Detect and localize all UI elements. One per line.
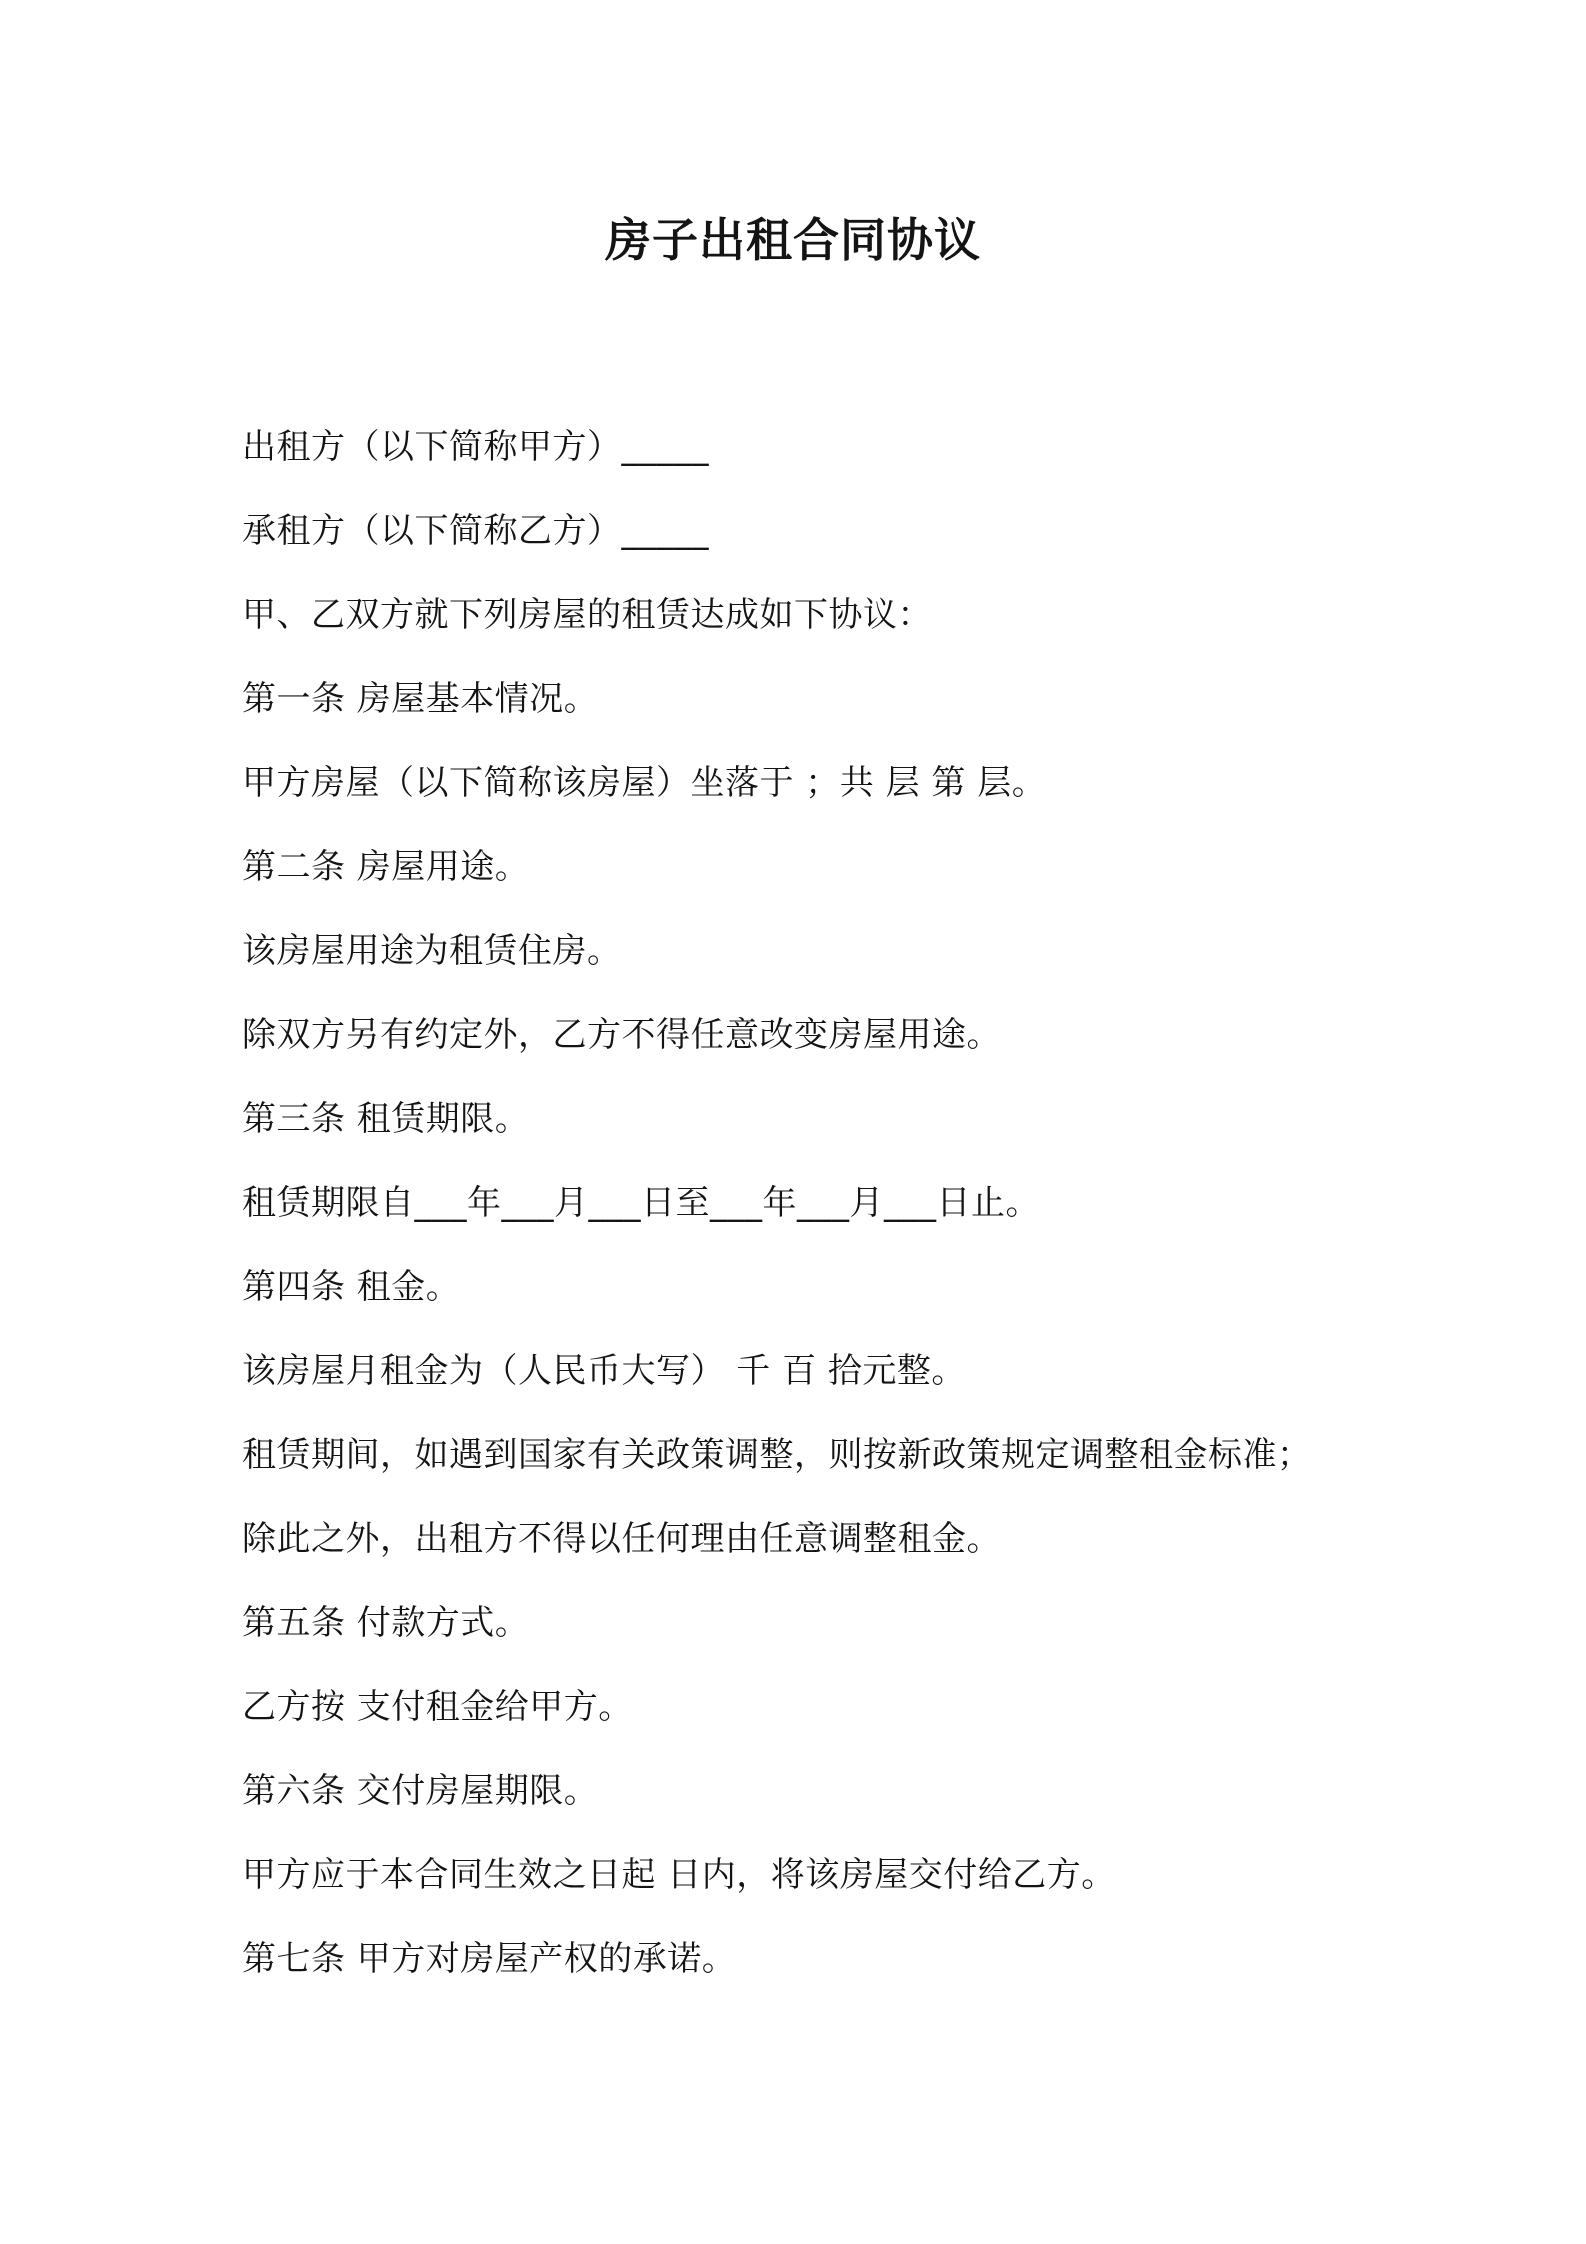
article-4-text-3: 除此之外，出租方不得以任何理由任意调整租金。 <box>242 1519 1001 1559</box>
article-6-heading: 第六条 交付房屋期限。 <box>242 1771 599 1811</box>
article-3-text: 租赁期限自___年___月___日至___年___月___日止。 <box>242 1183 1040 1223</box>
article-5-text: 乙方按 支付租金给甲方。 <box>242 1687 633 1727</box>
article-7-heading: 第七条 甲方对房屋产权的承诺。 <box>242 1939 737 1979</box>
article-4-heading: 第四条 租金。 <box>242 1267 461 1307</box>
article-5-heading: 第五条 付款方式。 <box>242 1603 530 1643</box>
article-6-text: 甲方应于本合同生效之日起 日内，将该房屋交付给乙方。 <box>242 1855 1116 1895</box>
article-3-heading: 第三条 租赁期限。 <box>242 1099 530 1139</box>
party-a-line: 出租方（以下简称甲方）_____ <box>242 427 709 467</box>
article-4-text-2: 租赁期间，如遇到国家有关政策调整，则按新政策规定调整租金标准； <box>242 1435 1312 1475</box>
article-2-text-2: 除双方另有约定外，乙方不得任意改变房屋用途。 <box>242 1015 1001 1055</box>
article-4-text-1: 该房屋月租金为（人民币大写） 千 百 拾元整。 <box>242 1351 966 1391</box>
party-b-line: 承租方（以下简称乙方）_____ <box>242 511 709 551</box>
article-2-text-1: 该房屋用途为租赁住房。 <box>242 931 622 971</box>
document-body <box>242 405 1442 2001</box>
article-1-heading: 第一条 房屋基本情况。 <box>242 679 599 719</box>
agreement-intro: 甲、乙双方就下列房屋的租赁达成如下协议： <box>242 595 932 635</box>
article-1-text: 甲方房屋（以下简称该房屋）坐落于 ；共 层 第 层。 <box>242 763 1047 803</box>
document-title: 房子出租合同协议 <box>605 213 981 267</box>
article-2-heading: 第二条 房屋用途。 <box>242 847 530 887</box>
